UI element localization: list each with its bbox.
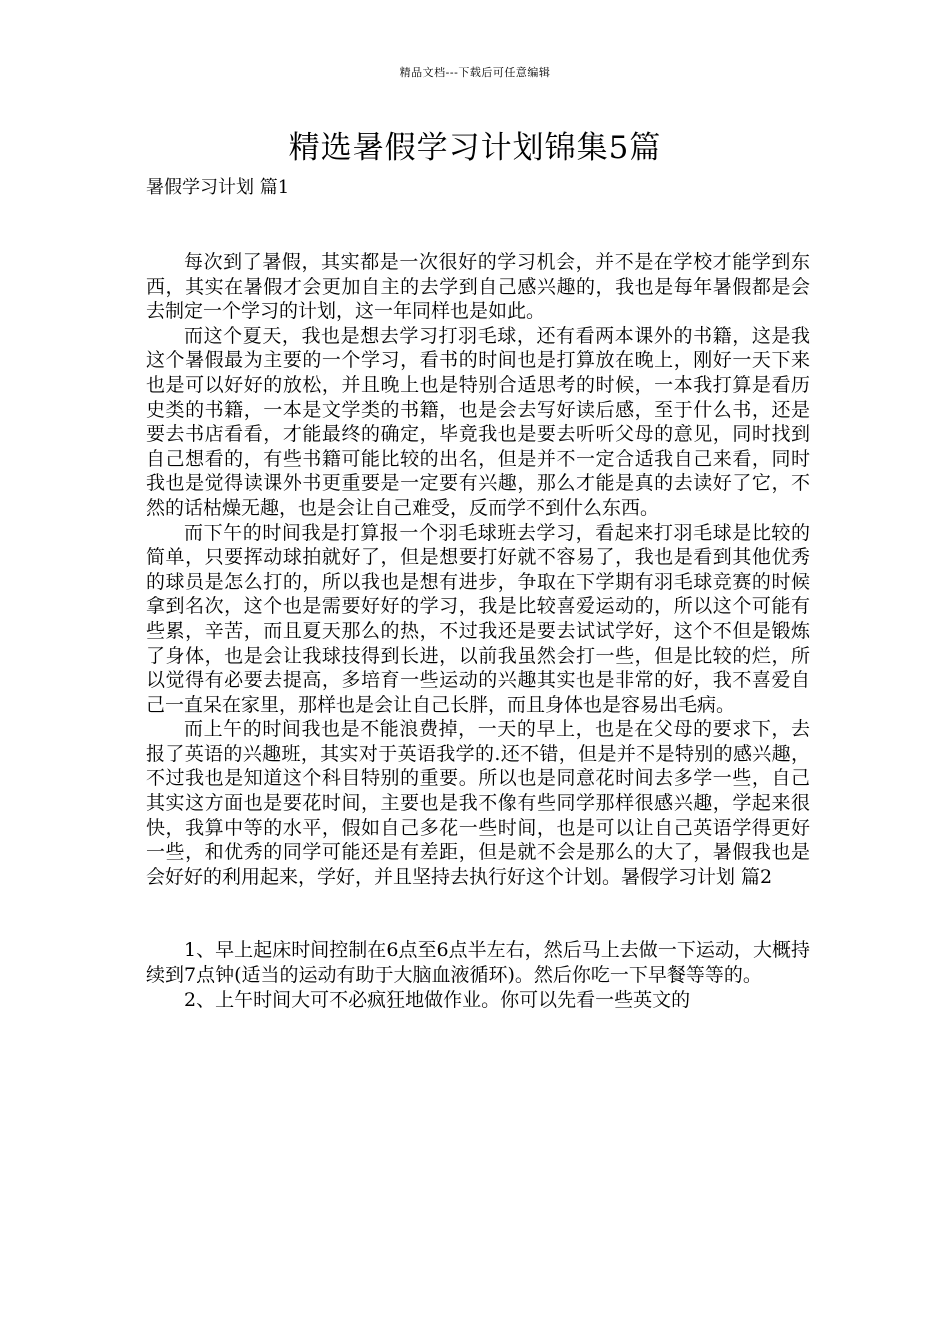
list-item-2: 2、上午时间大可不必疯狂地做作业。你可以先看一些英文的: [184, 988, 691, 1011]
document-title: 精选暑假学习计划锦集5篇: [288, 130, 662, 166]
section-spacer: [146, 889, 810, 938]
paragraph-4: [146, 717, 810, 889]
section-heading-1: 暑假学习计划 篇1: [146, 177, 290, 198]
section-heading-2: 暑假学习计划 篇2: [621, 865, 773, 888]
article-body: [146, 250, 810, 1012]
list-item-1: 1、早上起床时间控制在6点至6点半左右，然后马上去做一下运动，大概持续到7点钟(适当的运动有助于大脑血液循环)。然后你吃一下早餐等等的。: [146, 939, 810, 987]
paragraph-4-text: 而上午的时间我也是不能浪费掉，一天的早上，也是在父母的要求下，去报了英语的兴趣班，其实对于英语我学的.还不错，但是并不是特别的感兴趣，不过我也是知道这个科目特别的重要。所以也是同意花时间去多学一些，自己其实这方面也是要花时间，主要也是我不像有些同学那样很感兴趣，学起来很快，我算中等的水平，假如自己多花一些时间，也是可以让自己英语学得更好一些，和优秀的同学可能还是有差距，但是就不会是那么的大了，暑假我也是会好好的利用起来，学好，并且坚持去执行好这个计划。: [146, 718, 810, 888]
paragraph-1: 每次到了暑假，其实都是一次很好的学习机会，并不是在学校才能学到东西，其实在暑假才会更加自主的去学到自己感兴趣的，我也是每年暑假都是会去制定一个学习的计划，这一年同样也是如此。: [146, 251, 810, 323]
page-header-watermark: 精品文档---下载后可任意编辑: [399, 66, 551, 79]
paragraph-2: 而这个夏天，我也是想去学习打羽毛球，还有看两本课外的书籍，这是我这个暑假最为主要的一个学习，看书的时间也是打算放在晚上，刚好一天下来也是可以好好的放松，并且晚上也是特别合适思考的时候，一本我打算是看历史类的书籍，一本是文学类的书籍，也是会去写好读后感，至于什么书，还是要去书店看看，才能最终的确定，毕竟我也是要去听听父母的意见，同时找到自己想看的，有些书籍可能比较的出名，但是并不一定合适我自己来看，同时我也是觉得读课外书更重要是一定要有兴趣，那么才能是真的去读好了它，不然的话枯燥无趣，也是会让自己难受，反而学不到什么东西。: [146, 324, 810, 519]
paragraph-3: 而下午的时间我是打算报一个羽毛球班去学习，看起来打羽毛球是比较的简单，只要挥动球拍就好了，但是想要打好就不容易了，我也是看到其他优秀的球员是怎么打的，所以我也是想有进步，争取在下学期有羽毛球竞赛的时候拿到名次，这个也是需要好好的学习，我是比较喜爱运动的，所以这个可能有些累，辛苦，而且夏天那么的热，不过我还是要去试试学好，这个不但是锻炼了身体，也是会让我球技得到长进，以前我虽然会打一些，但是比较的烂，所以觉得有必要去提高，多培育一些运动的兴趣其实也是非常的好，我不喜爱自己一直呆在家里，那样也是会让自己长胖，而且身体也是容易出毛病。: [146, 521, 810, 716]
